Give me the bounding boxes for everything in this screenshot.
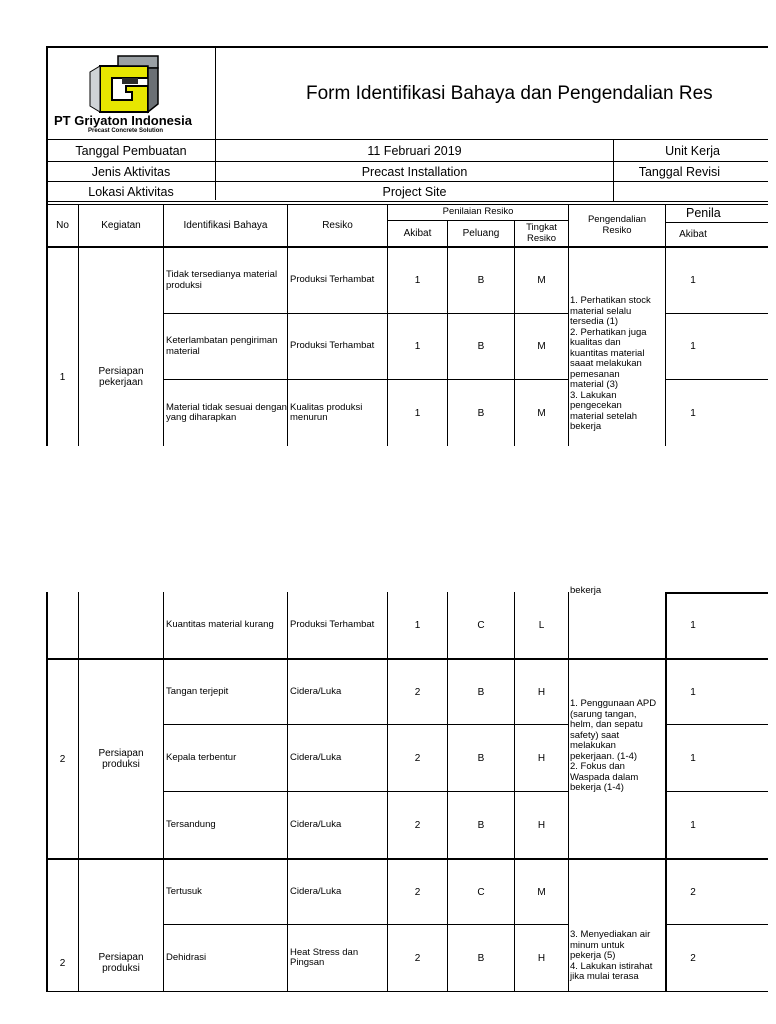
header-akibat-after: Akibat — [679, 229, 707, 240]
grid-line — [568, 592, 569, 992]
label-tanggal-pembuatan: Tanggal Pembuatan — [75, 143, 187, 158]
akibat-after-cell: 1 — [690, 275, 696, 286]
peluang-cell: B — [477, 952, 485, 964]
company-logo — [54, 52, 210, 138]
akibat-after-cell: 2 — [690, 952, 696, 964]
akibat-cell: 2 — [414, 819, 421, 831]
hazard-cell: Material tidak sesuai dengan yang diharapkan — [166, 401, 287, 423]
pengendalian-text: 1. Perhatikan stock material selalu tersedia (1) 2. Perhatikan juga kualitas dan kuantitas material saaat melakukan pemesanan material (3) 3. Lakukan pengecekan material setelah bekerja — [570, 295, 651, 432]
hazard-cell: Tidak tersedianya material produksi — [166, 269, 278, 291]
akibat-cell: 1 — [414, 407, 421, 419]
resiko-cell: Cidera/Luka — [290, 685, 342, 697]
tingkat-cell: L — [538, 619, 545, 631]
akibat-cell: 2 — [414, 686, 421, 698]
resiko-cell: Heat Stress dan Pingsan — [290, 946, 359, 968]
pengendalian-continued: bekerja — [570, 585, 602, 596]
header-no: No — [56, 220, 69, 231]
hazard-cell: Keterlambatan pengiriman material — [166, 335, 278, 357]
header-akibat: Akibat — [403, 228, 432, 239]
resiko-cell: Kualitas produksi menurun — [290, 401, 363, 423]
resiko-cell: Produksi Terhambat — [290, 340, 375, 352]
value-lokasi-aktivitas: Project Site — [382, 184, 447, 199]
header-peluang: Peluang — [462, 228, 500, 239]
peluang-cell: B — [477, 275, 485, 286]
group-kegiatan: Persiapan pekerjaan — [98, 366, 144, 388]
akibat-after-cell: 1 — [690, 686, 696, 698]
tingkat-cell: H — [537, 752, 546, 764]
resiko-cell: Cidera/Luka — [290, 885, 342, 897]
header-identifikasi-bahaya: Identifikasi Bahaya — [183, 220, 268, 231]
form-page-bottom — [0, 585, 768, 992]
akibat-after-cell: 1 — [690, 819, 696, 831]
label-tanggal-revisi: Tanggal Revisi — [638, 164, 720, 179]
tingkat-cell: M — [537, 886, 546, 898]
tingkat-cell: H — [537, 686, 546, 698]
akibat-cell: 2 — [414, 752, 421, 764]
grid-line — [46, 201, 768, 202]
akibat-cell: 2 — [414, 952, 421, 964]
header-penilaian-resiko: Penilaian Resiko — [442, 206, 514, 218]
akibat-cell: 2 — [414, 886, 421, 898]
resiko-cell: Produksi Terhambat — [290, 274, 375, 286]
akibat-after-cell: 1 — [690, 752, 696, 764]
tingkat-cell: H — [537, 819, 546, 831]
akibat-after-cell: 1 — [690, 619, 696, 631]
label-unit-kerja: Unit Kerja — [665, 143, 720, 158]
akibat-after-cell: 1 — [690, 341, 696, 352]
table-border-top — [46, 46, 768, 48]
pengendalian-text: 3. Menyediakan air minum untuk pekerja (5) 4. Lakukan istirahat jika mulai terasa — [570, 929, 653, 982]
tingkat-cell: M — [537, 341, 546, 352]
header-resiko: Resiko — [322, 220, 353, 231]
value-jenis-aktivitas: Precast Installation — [361, 164, 468, 179]
form-page-top — [0, 0, 768, 445]
peluang-cell: B — [477, 341, 485, 352]
pengendalian-text: 1. Penggunaan APD (sarung tangan, helm, dan sepatu safety) saat melakukan pekerjaan. (1-4) 2. Fokus dan Waspada dalam bekerja (1-4) — [570, 698, 657, 793]
hazard-cell: Kepala terbentur — [166, 751, 237, 763]
header-penilaian-after: Penila — [686, 205, 721, 220]
hazard-cell: Dehidrasi — [166, 951, 207, 963]
akibat-cell: 1 — [414, 275, 421, 286]
header-tingkat-resiko: Tingkat Resiko — [526, 222, 557, 244]
peluang-cell: B — [477, 686, 485, 698]
peluang-cell: C — [477, 619, 485, 631]
group-kegiatan: Persiapan produksi — [98, 748, 144, 770]
value-tanggal-pembuatan: 11 Februari 2019 — [367, 143, 462, 158]
group-no: 1 — [59, 372, 66, 383]
tingkat-cell: M — [537, 275, 546, 286]
tingkat-cell: M — [537, 407, 546, 419]
resiko-cell: Cidera/Luka — [290, 818, 342, 830]
resiko-cell: Cidera/Luka — [290, 751, 342, 763]
group-no: 2 — [59, 753, 66, 765]
peluang-cell: B — [477, 407, 485, 419]
hazard-cell: Tangan terjepit — [166, 685, 229, 697]
group-no: 2 — [59, 958, 66, 969]
peluang-cell: B — [477, 752, 485, 764]
hazard-cell: Kuantitas material kurang — [166, 618, 274, 630]
akibat-cell: 1 — [414, 341, 421, 352]
header-kegiatan: Kegiatan — [101, 220, 141, 231]
company-name: PT Griyaton Indonesia — [54, 113, 192, 128]
tingkat-cell: H — [537, 952, 546, 964]
label-lokasi-aktivitas: Lokasi Aktivitas — [88, 184, 174, 199]
akibat-after-cell: 1 — [690, 407, 696, 419]
label-jenis-aktivitas: Jenis Aktivitas — [91, 164, 171, 179]
peluang-cell: C — [477, 886, 485, 898]
resiko-cell: Produksi Terhambat — [290, 618, 375, 630]
group-kegiatan: Persiapan produksi — [98, 952, 144, 974]
company-tagline: Precast Concrete Solution — [88, 128, 164, 134]
peluang-cell: B — [477, 819, 485, 831]
header-pengendalian-resiko: Pengendalian Resiko — [587, 214, 647, 236]
akibat-after-cell: 2 — [690, 886, 696, 898]
akibat-cell: 1 — [414, 619, 421, 631]
hazard-cell: Tersandung — [166, 818, 216, 830]
hazard-cell: Tertusuk — [166, 885, 202, 897]
form-title: Form Identifikasi Bahaya dan Pengendalian Res — [306, 83, 713, 104]
